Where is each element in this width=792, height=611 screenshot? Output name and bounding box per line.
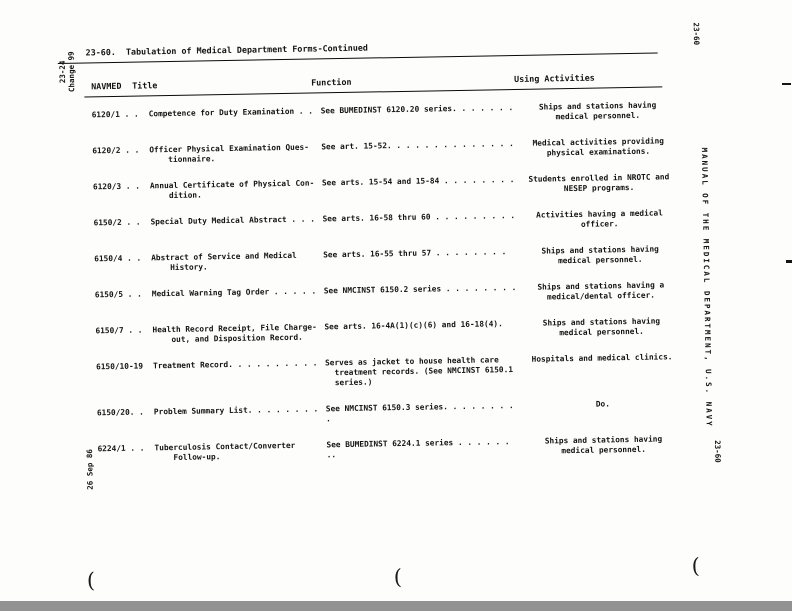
navmed-cell: 6150/5 . . bbox=[94, 289, 142, 300]
column-header-function: Function bbox=[311, 76, 352, 88]
navmed-cell: 6150/7 . . bbox=[95, 325, 143, 336]
title-cell: Annual Certificate of Physical Con- dition. bbox=[149, 178, 315, 201]
title-cell: Medical Warning Tag Order . . . . . bbox=[151, 286, 317, 299]
table-row bbox=[96, 352, 682, 392]
function-cell: See arts. 16-58 thru 60 . . . . . . . . . bbox=[322, 210, 516, 224]
table-row bbox=[97, 434, 683, 464]
fold-mark: ( bbox=[691, 553, 701, 578]
using-activities-cell: Hospitals and medical clinics. bbox=[531, 352, 673, 364]
section-number-top-right: 23-60 bbox=[691, 22, 702, 46]
function-cell: See NMCINST 6150.3 series. . . . . . . . . bbox=[325, 400, 519, 424]
forms-table bbox=[92, 100, 684, 480]
table-row bbox=[93, 172, 679, 202]
function-cell: Serves as jacket to house health care treatment records. (See NMCINST 6150.1 series.) bbox=[324, 355, 514, 388]
navmed-cell: 6120/2 . . bbox=[92, 145, 140, 156]
title-cell: Tuberculosis Contact/Converter Follow-up. bbox=[154, 440, 296, 463]
function-cell: See arts. 16-4A(1)(c)(6) and 16-18(4). bbox=[324, 319, 503, 332]
navmed-cell: 6150/4 . . bbox=[94, 253, 142, 264]
using-activities-cell: Ships and stations having a medical/dental officer. bbox=[537, 280, 665, 302]
date-label: 26 Sep 86 bbox=[85, 449, 95, 490]
using-activities-cell: Ships and stations having medical personnel. bbox=[542, 316, 661, 338]
function-cell: See art. 15-52. . . . . . . . . . . . . . bbox=[321, 139, 514, 152]
title-cell: Special Duty Medical Abstract . . . bbox=[150, 214, 315, 227]
title-cell: Problem Summary List. . . . . . . . bbox=[153, 404, 319, 417]
manual-spine-title: MANUAL OF THE MEDICAL DEPARTMENT, U.S. NAVY bbox=[699, 147, 714, 428]
using-activities-cell: Activities having a medical officer. bbox=[536, 208, 663, 229]
column-header-rule bbox=[84, 86, 662, 97]
using-activities-cell: Do. bbox=[595, 399, 610, 409]
column-header-navmed: NAVMED bbox=[91, 80, 122, 92]
table-row bbox=[95, 280, 681, 310]
edge-tick-mark bbox=[782, 83, 791, 85]
title-cell: Competence for Duty Examination . . bbox=[148, 106, 314, 119]
table-row bbox=[92, 100, 678, 130]
fold-mark: ( bbox=[393, 565, 403, 590]
edge-tick-mark bbox=[786, 260, 792, 263]
table-row bbox=[94, 208, 680, 238]
function-cell: See arts. 15-54 and 15-84 . . . . . . . . bbox=[321, 175, 515, 188]
section-header: 23-60. Tabulation of Medical Department Forms-Continued bbox=[85, 42, 369, 58]
scan-edge bbox=[0, 601, 792, 611]
navmed-cell: 6120/3 . . bbox=[92, 181, 140, 192]
title-cell: Officer Physical Examination Ques- tionnaire. bbox=[149, 142, 309, 165]
using-activities-cell: Students enrolled in NROTC and NESEP programs. bbox=[528, 172, 670, 194]
column-header-title: Title bbox=[132, 80, 158, 91]
function-cell: See BUMEDINST 6224.1 series . . . . . . .. bbox=[326, 437, 515, 460]
navmed-cell: 6150/20. . bbox=[96, 407, 144, 418]
using-activities-cell: Ships and stations having medical personnel. bbox=[541, 244, 659, 266]
table-row bbox=[95, 316, 681, 346]
column-header-using-activities: Using Activities bbox=[514, 72, 595, 84]
function-cell: See NMCINST 6150.2 series . . . . . . . . bbox=[323, 282, 517, 296]
table-row bbox=[97, 398, 683, 428]
title-cell: Health Record Receipt, File Charge- out, and Disposition Record. bbox=[152, 322, 317, 345]
title-cell: Abstract of Service and Medical History. bbox=[151, 250, 297, 273]
using-activities-cell: Medical activities providing physical examinations. bbox=[532, 136, 665, 158]
navmed-cell: 6150/10-19 bbox=[96, 361, 144, 372]
section-number-bottom-right: 23-60 bbox=[712, 440, 723, 463]
title-cell: Treatment Record. . . . . . . . . . bbox=[153, 358, 318, 371]
page-number-change-label: 23-24 Change 99 bbox=[57, 51, 77, 93]
fold-mark: ( bbox=[86, 568, 96, 593]
function-cell: See arts. 16-55 thru 57 . . . . . . . . bbox=[323, 247, 507, 260]
navmed-cell: 6150/2 . . bbox=[93, 217, 141, 228]
using-activities-cell: Ships and stations having medical personnel. bbox=[544, 434, 663, 456]
table-row bbox=[94, 244, 680, 274]
navmed-cell: 6224/1 . . bbox=[97, 443, 145, 454]
using-activities-cell: Ships and stations having medical personnel. bbox=[538, 100, 657, 122]
function-cell: See BUMEDINST 6120.20 series. . . . . . . bbox=[320, 103, 514, 116]
table-row bbox=[92, 136, 678, 166]
navmed-cell: 6120/1 . . bbox=[91, 109, 139, 120]
